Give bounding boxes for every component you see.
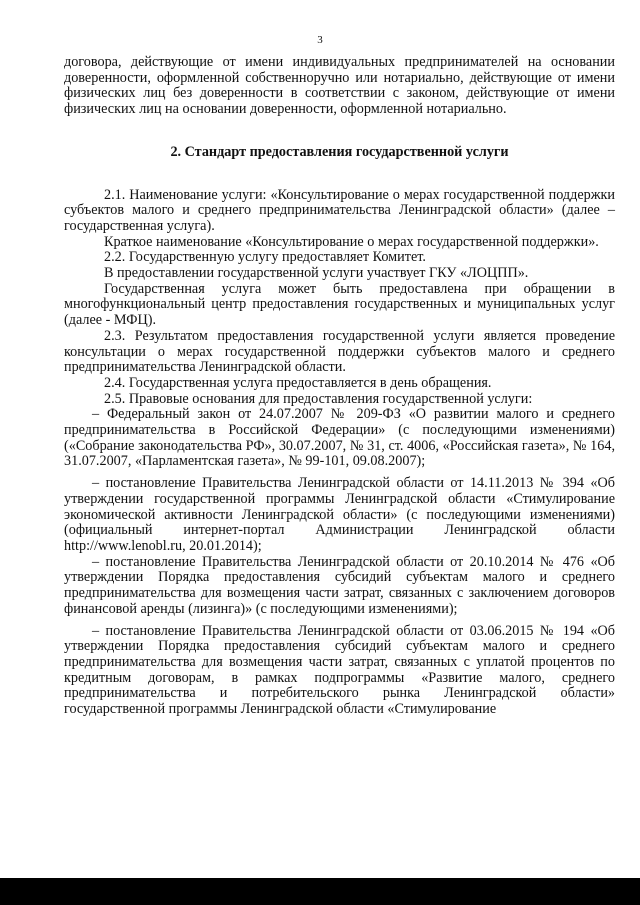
legal-item: – постановление Правительства Ленинградской области от 14.11.2013 № 394 «Об утверждении государственной программы Ленинградской области «Стимулирование экономической активности Ленинградской области» (с последующими изменениями) (официальный интернет-портал Администрации Ленинградской области http://www.lenobl.ru, 20.01.2014); (64, 475, 615, 554)
paragraph-2-4: 2.4. Государственная услуга предоставляется в день обращения. (104, 374, 492, 391)
legal-item: – постановление Правительства Ленинградской области от 03.06.2015 № 194 «Об утверждении Порядка предоставления субсидий субъектам малого и среднего предпринимательства для возмещения части затрат, связанных с уплатой процентов по кредитным договорам, в рамках подпрограммы «Развитие малого, среднего предпринимательства и потребительского рынка Ленинградской области» государственной программы Ленинградской области «Стимулирование (64, 622, 615, 718)
paragraph-2-1: 2.1. Наименование услуги: «Консультирование о мерах государственной поддержки субъектов малого и среднего предпринимательства Ленинградской области» (далее – государственная услуга). (64, 186, 615, 234)
section-title: 2. Стандарт предоставления государственной услуги (170, 143, 509, 160)
paragraph-short-name: Краткое наименование «Консультирование о мерах государственной поддержки». (104, 233, 599, 250)
scan-bottom-edge (0, 878, 640, 905)
paragraph-2-2: 2.2. Государственную услугу предоставляет Комитет. (104, 249, 426, 266)
paragraph-participant: В предоставлении государственной услуги участвует ГКУ «ЛОЦПП». (104, 265, 529, 282)
page-number: 3 (317, 34, 323, 46)
paragraph-2-5: 2.5. Правовые основания для предоставления государственной услуги: (104, 390, 533, 407)
paragraph-mfc: Государственная услуга может быть предоставлена при обращении в многофункциональный центр предоставления государственных и муниципальных услуг (далее - МФЦ). (64, 280, 615, 329)
legal-item: – Федеральный закон от 24.07.2007 № 209-ФЗ «О развитии малого и среднего предпринимательства в Российской Федерации» (с последующими изменениями) («Собрание законодательства РФ», 30.07.2007, № 31, ст. 4006, «Российская газета», № 164, 31.07.2007, «Парламентская газета», № 99-101, 09.08.2007); (64, 406, 615, 470)
paragraph-2-3: 2.3. Результатом предоставления государственной услуги является проведение консультации о мерах государственной поддержки субъектов малого и среднего предпринимательства Ленинградской области. (64, 327, 615, 376)
legal-item: – постановление Правительства Ленинградской области от 20.10.2014 № 476 «Об утверждении Порядка предоставления субсидий субъектам малого и среднего предпринимательства для возмещения части затрат, связанных с заключением договоров финансовой аренды (лизинга)» (с последующими изменениями); (64, 553, 615, 617)
intro-paragraph: договора, действующие от имени индивидуальных предпринимателей на основании доверенности, оформленной собственноручно или нотариально, действующие от имени физических лиц без доверенности в соответствии с законом, действующие от имени физических лиц на основании доверенности, оформленной нотариально. (64, 54, 615, 118)
document-body (64, 55, 615, 718)
